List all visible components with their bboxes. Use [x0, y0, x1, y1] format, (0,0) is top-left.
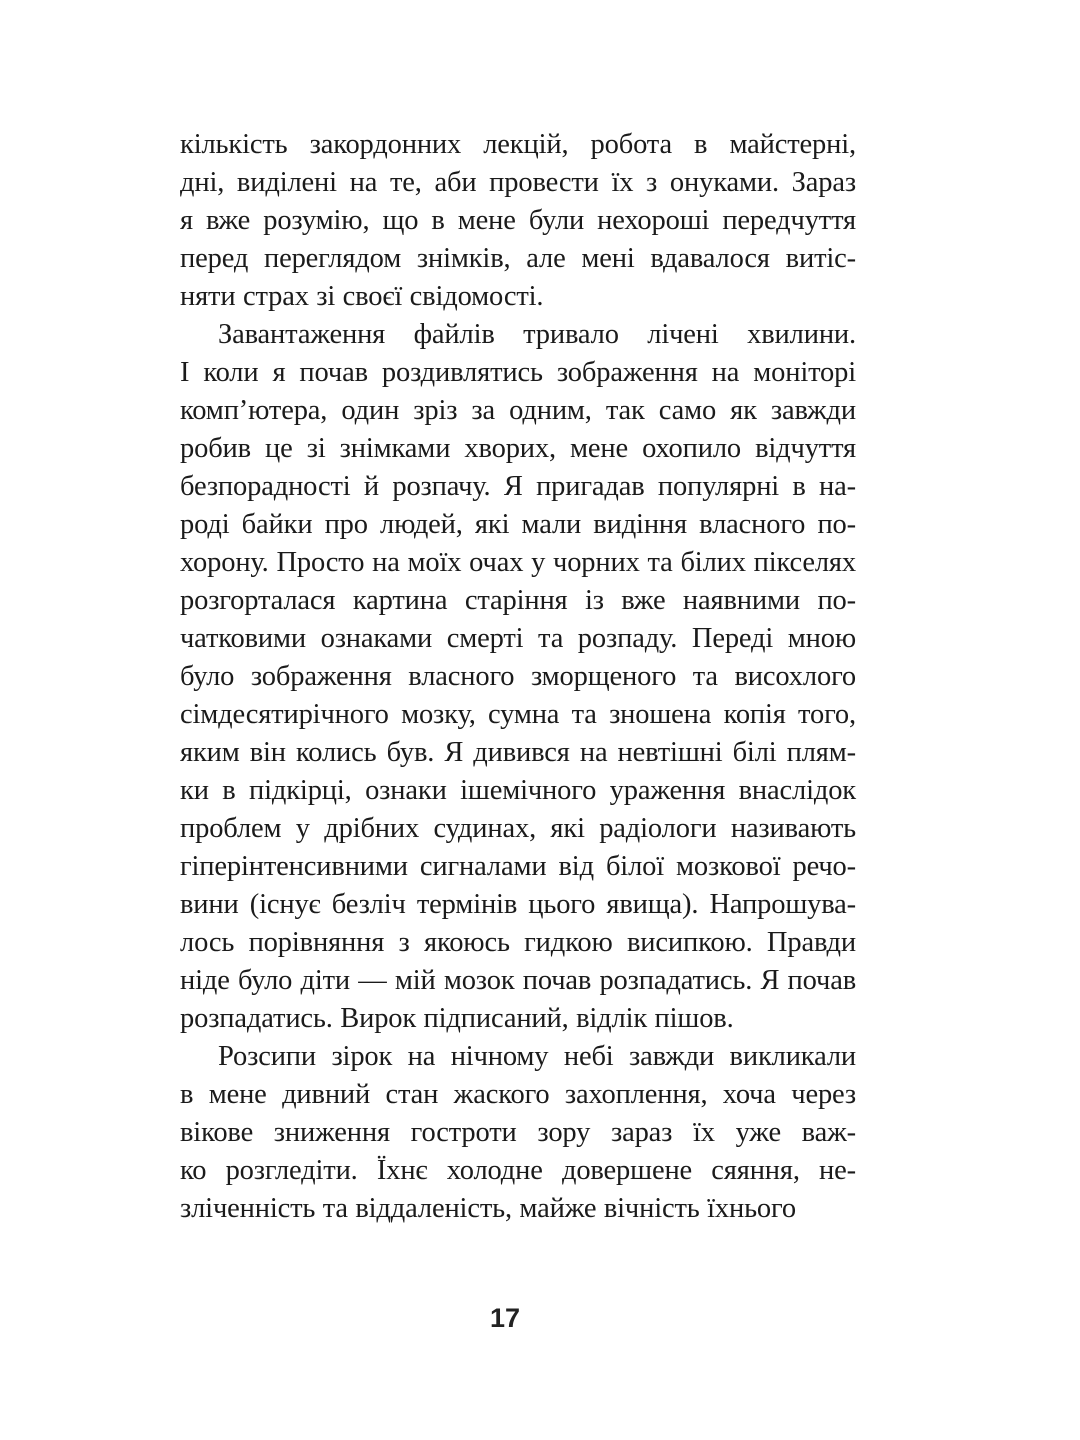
- text-block: [180, 126, 856, 1228]
- text-line: в мене дивний стан жаского захоплення, хоча через: [180, 1079, 856, 1110]
- text-line: лось порівняння з якоюсь гидкою висипкою. Правди: [180, 927, 856, 958]
- text-line: проблем у дрібних судинах, які радіологи називають: [180, 813, 856, 844]
- text-line: ніде було діти — мій мозок почав розпадатись. Я почав: [180, 965, 856, 996]
- text-line: Розсипи зірок на нічному небі завжди викликали: [218, 1041, 856, 1072]
- text-line: ко розгледіти. Їхнє холодне довершене сяяння, не-: [180, 1155, 856, 1186]
- text-line: вини (існує безліч термінів цього явища). Напрошува-: [180, 889, 856, 920]
- paragraph: [180, 1038, 856, 1228]
- text-line: хорону. Просто на моїх очах у чорних та білих пікселях: [180, 547, 856, 578]
- text-line: Завантаження файлів тривало лічені хвилини.: [218, 319, 856, 350]
- text-line: розпадатись. Вирок підписаний, відлік пішов.: [180, 1003, 734, 1034]
- text-line: сімдесятирічного мозку, сумна та зношена копія того,: [180, 699, 856, 730]
- text-line: яким він колись був. Я дивився на невтішні білі плям-: [180, 737, 856, 768]
- text-line: кількість закордонних лекцій, робота в майстерні,: [180, 129, 856, 160]
- text-line: дні, виділені на те, аби провести їх з онуками. Зараз: [180, 167, 856, 198]
- text-line: гіперінтенсивними сигналами від білої мозкової речо-: [180, 851, 856, 882]
- text-line: І коли я почав роздивлятись зображення на моніторі: [180, 357, 856, 388]
- text-line: перед переглядом знімків, але мені вдавалося витіс-: [180, 243, 856, 274]
- text-line: зліченність та віддаленість, майже вічність їхнього: [180, 1193, 796, 1224]
- text-line: ки в підкірці, ознаки ішемічного ураження внаслідок: [180, 775, 856, 806]
- text-line: вікове зниження гостроти зору зараз їх уже важ-: [180, 1117, 856, 1148]
- page-number: 17: [489, 1303, 521, 1333]
- text-line: безпорадності й розпачу. Я пригадав популярні в на-: [180, 471, 856, 502]
- text-line: няти страх зі своєї свідомості.: [180, 281, 544, 312]
- text-line: я вже розумію, що в мене були нехороші передчуття: [180, 205, 856, 236]
- text-line: розгорталася картина старіння із вже наявними по-: [180, 585, 856, 616]
- text-line: було зображення власного зморщеного та висохлого: [180, 661, 856, 692]
- text-line: чатковими ознаками смерті та розпаду. Переді мною: [180, 623, 856, 654]
- text-line: роді байки про людей, які мали видіння власного по-: [180, 509, 856, 540]
- paragraph: [180, 126, 856, 316]
- paragraph: [180, 316, 856, 1038]
- text-line: комп’ютера, один зріз за одним, так само як завжди: [180, 395, 856, 426]
- text-line: робив це зі знімками хворих, мене охопило відчуття: [180, 433, 856, 464]
